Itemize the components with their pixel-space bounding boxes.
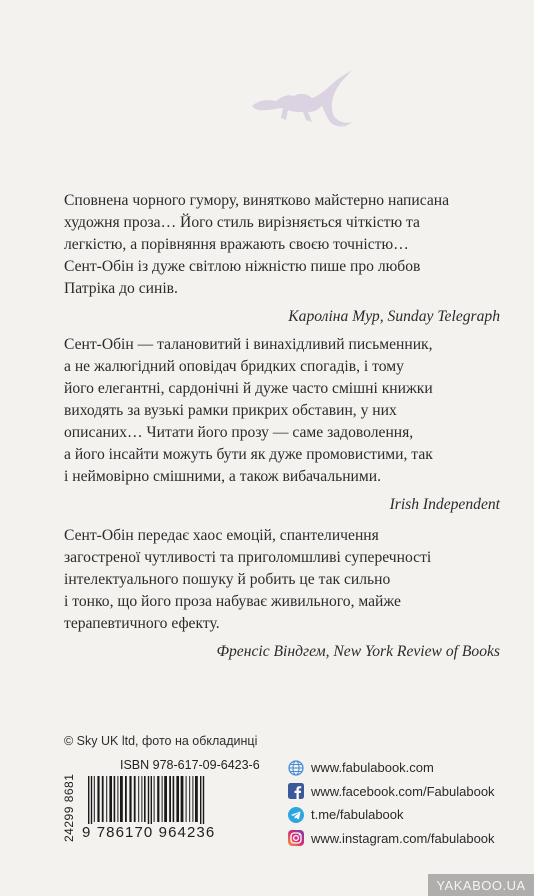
globe-icon bbox=[288, 760, 304, 776]
quote-line: Сповнена чорного гумору, винятково майстерно написана bbox=[64, 192, 450, 209]
yakaboo-watermark: YAKABOO.UA bbox=[428, 874, 534, 896]
link-text: www.facebook.com/Fabulabook bbox=[311, 783, 495, 799]
isbn-label: ISBN 978-617-09-6423-6 bbox=[120, 758, 260, 772]
quote-attribution: Кароліна Мур, Sunday Telegraph bbox=[288, 308, 500, 325]
review-quote-1 bbox=[64, 190, 500, 328]
facebook-icon bbox=[288, 783, 304, 799]
quote-line: Сент-Обін передає хаос емоцій, спантеличення bbox=[64, 527, 379, 544]
link-text: www.instagram.com/fabulabook bbox=[311, 830, 495, 846]
review-quote-3 bbox=[64, 525, 500, 663]
review-quote-2 bbox=[64, 334, 500, 516]
barcode-digits: 9 786170 964236 bbox=[82, 824, 216, 841]
isbn-barcode bbox=[64, 756, 274, 848]
quote-line: художня проза… Його стиль вирізняється чіткістю та bbox=[64, 214, 420, 231]
link-text: www.fabulabook.com bbox=[311, 760, 434, 776]
barcode-side-digits: 24299 8681 bbox=[62, 773, 76, 843]
quote-line: а його інсайти можуть бути як дуже промовистими, так bbox=[64, 446, 433, 463]
telegram-link[interactable] bbox=[288, 803, 528, 827]
quote-line: і неймовірно смішними, а також вибачальними. bbox=[64, 468, 382, 485]
instagram-icon bbox=[288, 830, 304, 846]
quote-attribution: Френсіс Віндгем, New York Review of Books bbox=[216, 643, 500, 660]
quote-attribution: Irish Independent bbox=[389, 496, 500, 513]
quote-line: виходять за вузькі рамки прикрих обставин, у них bbox=[64, 402, 397, 419]
quote-line: а не жалюгідний оповідач бридких спогадів, і тому bbox=[64, 358, 404, 375]
website-link[interactable] bbox=[288, 756, 528, 780]
quote-line: легкістю, а порівняння вражають своєю точністю… bbox=[64, 236, 409, 253]
quote-line: описаних… Читати його прозу — саме задоволення, bbox=[64, 424, 414, 441]
quote-line: загостреної чутливості та приголомшливі суперечності bbox=[64, 549, 432, 566]
instagram-link[interactable] bbox=[288, 827, 528, 851]
quote-line: Патріка до синів. bbox=[64, 280, 178, 297]
link-text: t.me/fabulabook bbox=[311, 807, 404, 823]
photo-copyright: © Sky UK ltd, фото на обкладинці bbox=[64, 734, 258, 748]
quote-line: Сент-Обін із дуже світлою ніжністю пише про любов bbox=[64, 258, 421, 275]
quote-line: його елегантні, сардонічні й дуже часто смішні книжки bbox=[64, 380, 433, 397]
facebook-link[interactable] bbox=[288, 780, 528, 804]
quote-line: Сент-Обін — талановитий і винахідливий письменник, bbox=[64, 336, 433, 353]
quote-line: і тонко, що його проза набуває живильного, майже bbox=[64, 593, 401, 610]
contact-links bbox=[288, 756, 528, 850]
quote-line: терапевтичного ефекту. bbox=[64, 615, 220, 632]
telegram-icon bbox=[288, 807, 304, 823]
lizard-icon bbox=[248, 66, 356, 142]
quote-line: інтелектуального пошуку й робить це так сильно bbox=[64, 571, 391, 588]
